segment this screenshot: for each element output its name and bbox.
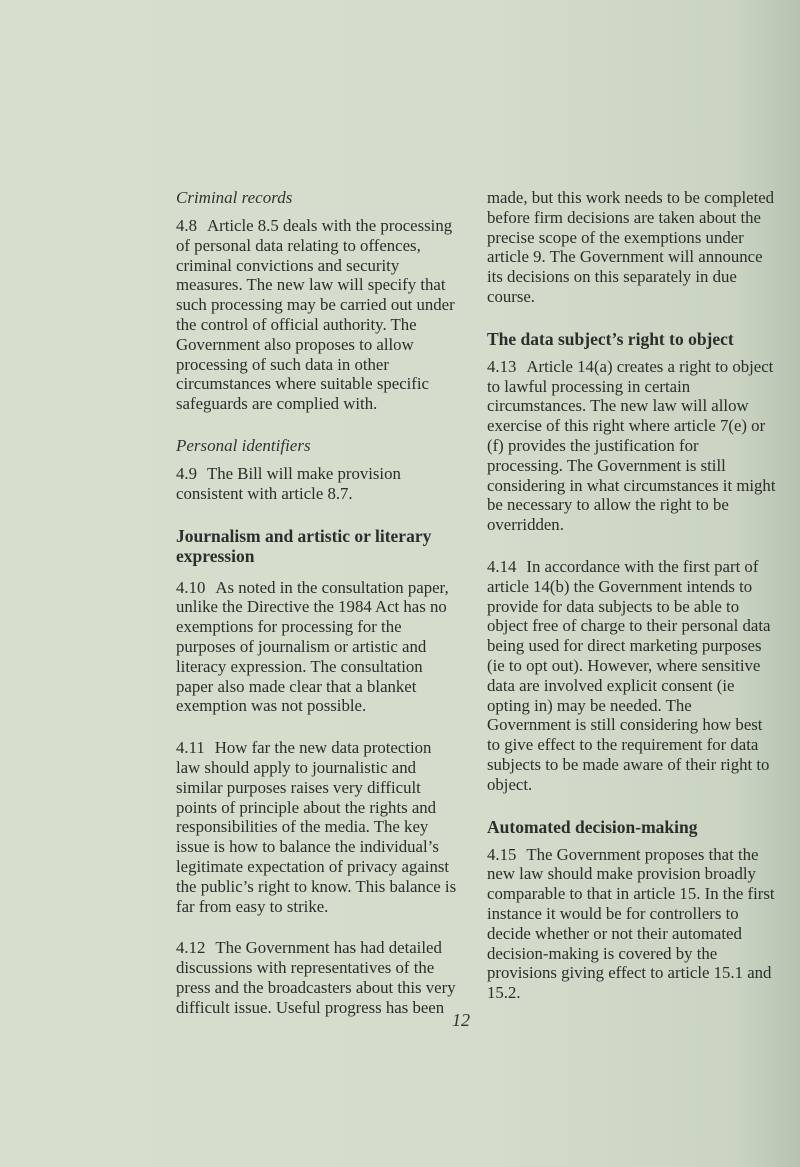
page-number: 12 xyxy=(452,1010,470,1030)
paragraph-4-9 xyxy=(176,464,458,504)
paragraph-number: 4.12 xyxy=(176,938,206,958)
paragraph-text: The Bill will make provision consistent with article 8.7. xyxy=(176,463,401,503)
left-column xyxy=(176,188,458,1040)
paragraph-text: In accordance with the first part of article 14(b) the Government intends to provide for data subjects to be able to object free of charge to their personal data being used for direct marketing purposes (ie to opt out). However, where sensitive data are involved explicit consent (ie opting in) may be needed. The Government is still considering how best to give effect to the requirement for data subjects to be made aware of their right to object. xyxy=(487,556,771,794)
section-journalism xyxy=(176,526,458,1018)
section-criminal-records xyxy=(176,188,458,414)
paragraph-number: 4.14 xyxy=(487,556,517,576)
paragraph-text: Article 8.5 deals with the processing of personal data relating to offences, criminal convictions and security measures. The new law will specify that such processing may be carried out under the control of official authority. The Government also proposes to allow processing of such data in other circumstances where suitable specific safeguards are complied with. xyxy=(176,216,455,414)
paragraph-text: The Government proposes that the new law should make provision broadly comparable to that in article 15. In the first instance it would be for controllers to decide whether or not their automated decision-making is covered by the provisions giving effect to article 15.1 and 15.2. xyxy=(487,844,775,1003)
paragraph-4-15 xyxy=(487,845,777,1003)
paragraph-4-11 xyxy=(176,738,458,916)
section-automated-decision-making xyxy=(487,817,777,1003)
paragraph-number: 4.8 xyxy=(176,216,197,235)
paragraph-4-12 xyxy=(176,938,458,1017)
paragraph-number: 4.9 xyxy=(176,463,197,483)
section-heading: Criminal records xyxy=(176,188,293,207)
paragraph-4-13 xyxy=(487,357,777,535)
section-heading: The data subject’s right to object xyxy=(487,328,734,349)
paragraph-number: 4.15 xyxy=(487,844,517,864)
paragraph-text: The Government has had detailed discussions with representatives of the press and the broadcasters about this very difficult issue. Useful progress has been xyxy=(176,938,456,1017)
right-column xyxy=(487,188,777,1025)
paragraph-text: How far the new data protection law should apply to journalistic and similar purposes raises very difficult points of principle about the rights and responsibilities of the media. The key issue is how to balance the individual’s legitimate expectation of privacy against the public’s right to know. This balance is far from easy to strike. xyxy=(176,738,457,916)
section-personal-identifiers xyxy=(176,436,458,504)
paragraph-continuation: made, but this work needs to be completed before firm decisions are taken about the precise scope of the exemptions under article 9. The Government will announce its decisions on this separately in due course. xyxy=(487,188,775,306)
paragraph-4-10 xyxy=(176,578,458,717)
paragraph-number: 4.11 xyxy=(176,738,205,758)
paragraph-4-8 xyxy=(176,216,458,414)
paragraph-number: 4.10 xyxy=(176,577,206,597)
section-right-to-object xyxy=(487,329,777,795)
paragraph-text: As noted in the consultation paper, unlike the Directive the 1984 Act has no exemptions for processing for the purposes of journalism or artistic and literacy expression. The consultation paper also made clear that a blanket exemption was not possible. xyxy=(176,577,449,716)
paragraph-text: Article 14(a) creates a right to object to lawful processing in certain circumstances. The new law will allow exercise of this right where article 7(e) or (f) provides the justification for processing. The Government is still considering in what circumstances it might be necessary to allow the right to be overridden. xyxy=(487,356,776,535)
section-heading: Journalism and artistic or literary expression xyxy=(176,525,432,566)
paragraph-number: 4.13 xyxy=(487,356,517,376)
section-heading: Automated decision-making xyxy=(487,816,698,837)
paragraph-4-14 xyxy=(487,557,777,795)
section-heading: Personal identifiers xyxy=(176,435,311,455)
